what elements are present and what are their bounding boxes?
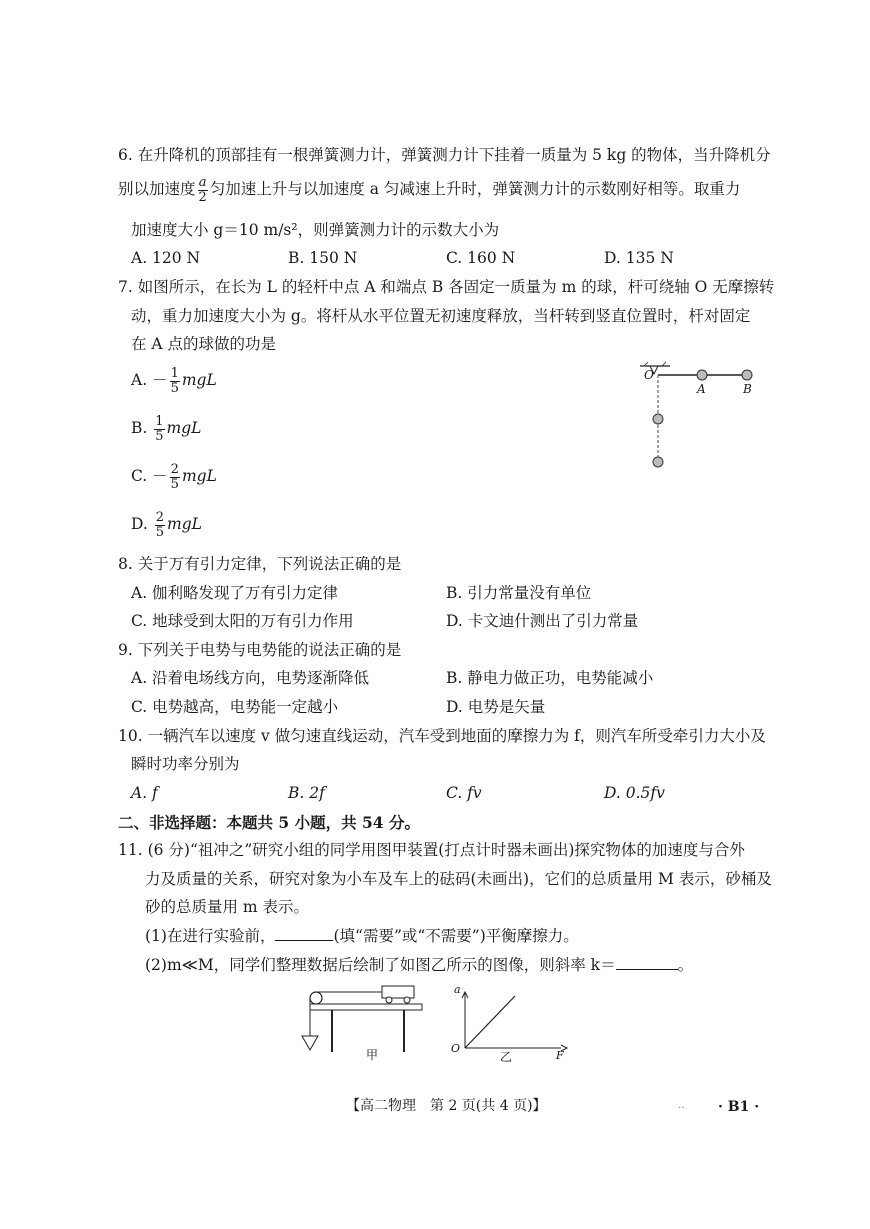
q6-option-b[interactable]: B. 150 N — [288, 249, 358, 267]
q7-opt-d-num: 2 — [155, 510, 165, 525]
cart-wheel — [386, 997, 392, 1003]
q10-line1: 10. 一辆汽车以速度 v 做匀速直线运动，汽车受到地面的摩擦力为 f，则汽车所受牵引力大小及 — [118, 727, 766, 745]
q7-line3: 在 A 点的球做的功是 — [131, 335, 277, 353]
q7-opt-b-num: 1 — [155, 414, 164, 429]
q9-option-b[interactable]: B. 静电力做正功，电势能减小 — [446, 669, 654, 687]
q11-sub2-post: 。 — [677, 956, 694, 974]
sand-bucket — [302, 1036, 318, 1050]
q7-opt-c-label: C. － — [131, 467, 168, 486]
table-top — [310, 1004, 422, 1010]
q6-option-d[interactable]: D. 135 N — [604, 249, 674, 267]
paper-code: · B1 · — [718, 1099, 760, 1115]
q7-opt-d-label: D. — [131, 515, 153, 534]
q7-opt-c-num: 2 — [170, 462, 179, 477]
q9-option-d[interactable]: D. 电势是矢量 — [446, 698, 546, 716]
q11-sub2-pre: (2)m≪M，同学们整理数据后绘制了如图乙所示的图像，则斜率 k＝ — [145, 956, 616, 974]
graph-origin-label: O — [451, 1042, 461, 1055]
cart-wheel — [404, 997, 410, 1003]
graph-x-label: F — [556, 1049, 564, 1062]
q9-option-c[interactable]: C. 电势越高，电势能一定越小 — [131, 698, 339, 716]
q8-option-b[interactable]: B. 引力常量没有单位 — [446, 584, 592, 602]
q6-line1: 6. 在升降机的顶部挂有一根弹簧测力计，弹簧测力计下挂着一质量为 5 kg 的物体，当升降机分 — [118, 146, 771, 164]
ball-a — [697, 370, 707, 380]
q10-option-d[interactable]: D. 0.5fv — [604, 784, 665, 802]
q9-option-a[interactable]: A. 沿着电场线方向，电势逐渐降低 — [131, 669, 370, 687]
q7-opt-b-label: B. — [131, 419, 153, 438]
label-b: B — [743, 382, 752, 396]
q11-line3: 砂的总质量用 m 表示。 — [145, 898, 310, 916]
q7-opt-d-den: 5 — [155, 524, 165, 540]
q7-opt-d-tail: mgL — [167, 515, 202, 534]
q6-line3: 加速度大小 g＝10 m/s²，则弹簧测力计的示数大小为 — [131, 221, 500, 239]
q7-opt-c-den: 5 — [170, 476, 179, 492]
q11-sub1-blank[interactable] — [275, 940, 333, 941]
q7-opt-a-label: A. － — [131, 371, 168, 390]
section-2-heading: 二、非选择题：本题共 5 小题，共 54 分。 — [118, 813, 420, 832]
q6-frac-den: 2 — [198, 189, 207, 205]
fig-jia-label: 甲 — [366, 1048, 379, 1062]
q11-sub1-pre: (1)在进行实验前， — [145, 927, 276, 945]
ball-b-vertical — [653, 457, 663, 467]
q11-sub1 — [145, 929, 579, 945]
ball-b — [742, 370, 752, 380]
q7-opt-a-den: 5 — [170, 380, 179, 396]
ceiling-hatch — [644, 362, 648, 366]
q10-line2: 瞬时功率分别为 — [131, 755, 240, 773]
q10-option-a[interactable]: A. f — [131, 784, 158, 802]
q6-line2-pre: 别以加速度 — [118, 180, 196, 199]
q6-line2 — [118, 176, 740, 204]
q6-frac-num: a — [198, 175, 207, 190]
q7-opt-c-tail: mgL — [181, 467, 217, 486]
q8-option-c[interactable]: C. 地球受到太阳的万有引力作用 — [131, 612, 354, 630]
footer-dots: ‥ — [678, 1100, 685, 1111]
q10-option-b[interactable]: B. 2f — [288, 784, 325, 802]
q7-opt-a-tail: mgL — [181, 371, 217, 390]
label-o: O — [644, 368, 654, 382]
q7-line2: 动，重力加速度大小为 g。将杆从水平位置无初速度释放，当杆转到竖直位置时，杆对固定 — [131, 307, 751, 325]
pulley — [310, 992, 322, 1004]
q7-opt-b-den: 5 — [155, 428, 164, 444]
q7-opt-b-frac — [154, 415, 164, 443]
q7-option-a[interactable] — [131, 367, 217, 395]
q9-stem: 9. 下列关于电势与电势能的说法正确的是 — [118, 641, 402, 659]
label-a: A — [697, 382, 706, 396]
q11-sub2-blank[interactable] — [616, 969, 678, 970]
ball-a-vertical — [653, 414, 663, 424]
q7-opt-a-num: 1 — [170, 366, 179, 381]
q8-option-d[interactable]: D. 卡文迪什测出了引力常量 — [446, 612, 639, 630]
apparatus-figure — [292, 984, 432, 1064]
q7-opt-c-frac — [170, 463, 180, 491]
q10-option-c[interactable]: C. fv — [446, 784, 482, 802]
q6-option-a[interactable]: A. 120 N — [131, 249, 201, 267]
q11-sub1-post: (填“需要”或“不需要”)平衡摩擦力。 — [333, 927, 579, 945]
q11-sub2 — [145, 958, 693, 974]
q6-option-c[interactable]: C. 160 N — [446, 249, 516, 267]
ceiling-hatch — [662, 362, 666, 366]
q8-stem: 8. 关于万有引力定律，下列说法正确的是 — [118, 555, 402, 573]
graph-line — [465, 996, 515, 1048]
q6-line2-post: 匀加速上升与以加速度 a 匀减速上升时，弹簧测力计的示数刚好相等。取重力 — [209, 180, 741, 199]
graph-y-label: a — [454, 983, 461, 996]
q7-option-d[interactable] — [131, 511, 202, 539]
q8-option-a[interactable]: A. 伽利略发现了万有引力定律 — [131, 584, 339, 602]
fig-yi-label: 乙 — [500, 1050, 513, 1064]
q7-option-c[interactable] — [131, 463, 217, 491]
q11-line1: 11. (6 分)“祖冲之”研究小组的同学用图甲装置(打点计时器未画出)探究物体的加速度与合外 — [118, 841, 745, 859]
q11-line2: 力及质量的关系，研究对象为小车及车上的砝码(未画出)，它们的总质量用 M 表示，砂桶及 — [145, 870, 772, 888]
q7-line1: 7. 如图所示，在长为 L 的轻杆中点 A 和端点 B 各固定一质量为 m 的球，杆可绕轴 O 无摩擦转 — [118, 278, 775, 296]
q6-fraction — [198, 176, 208, 204]
page-footer: 【高二物理 第 2 页(共 4 页)】 — [346, 1098, 547, 1114]
q7-opt-b-tail: mgL — [166, 419, 202, 438]
q7-opt-a-frac — [170, 367, 180, 395]
cart — [382, 986, 414, 998]
q7-opt-d-frac — [155, 511, 165, 539]
q7-option-b[interactable] — [131, 415, 201, 443]
